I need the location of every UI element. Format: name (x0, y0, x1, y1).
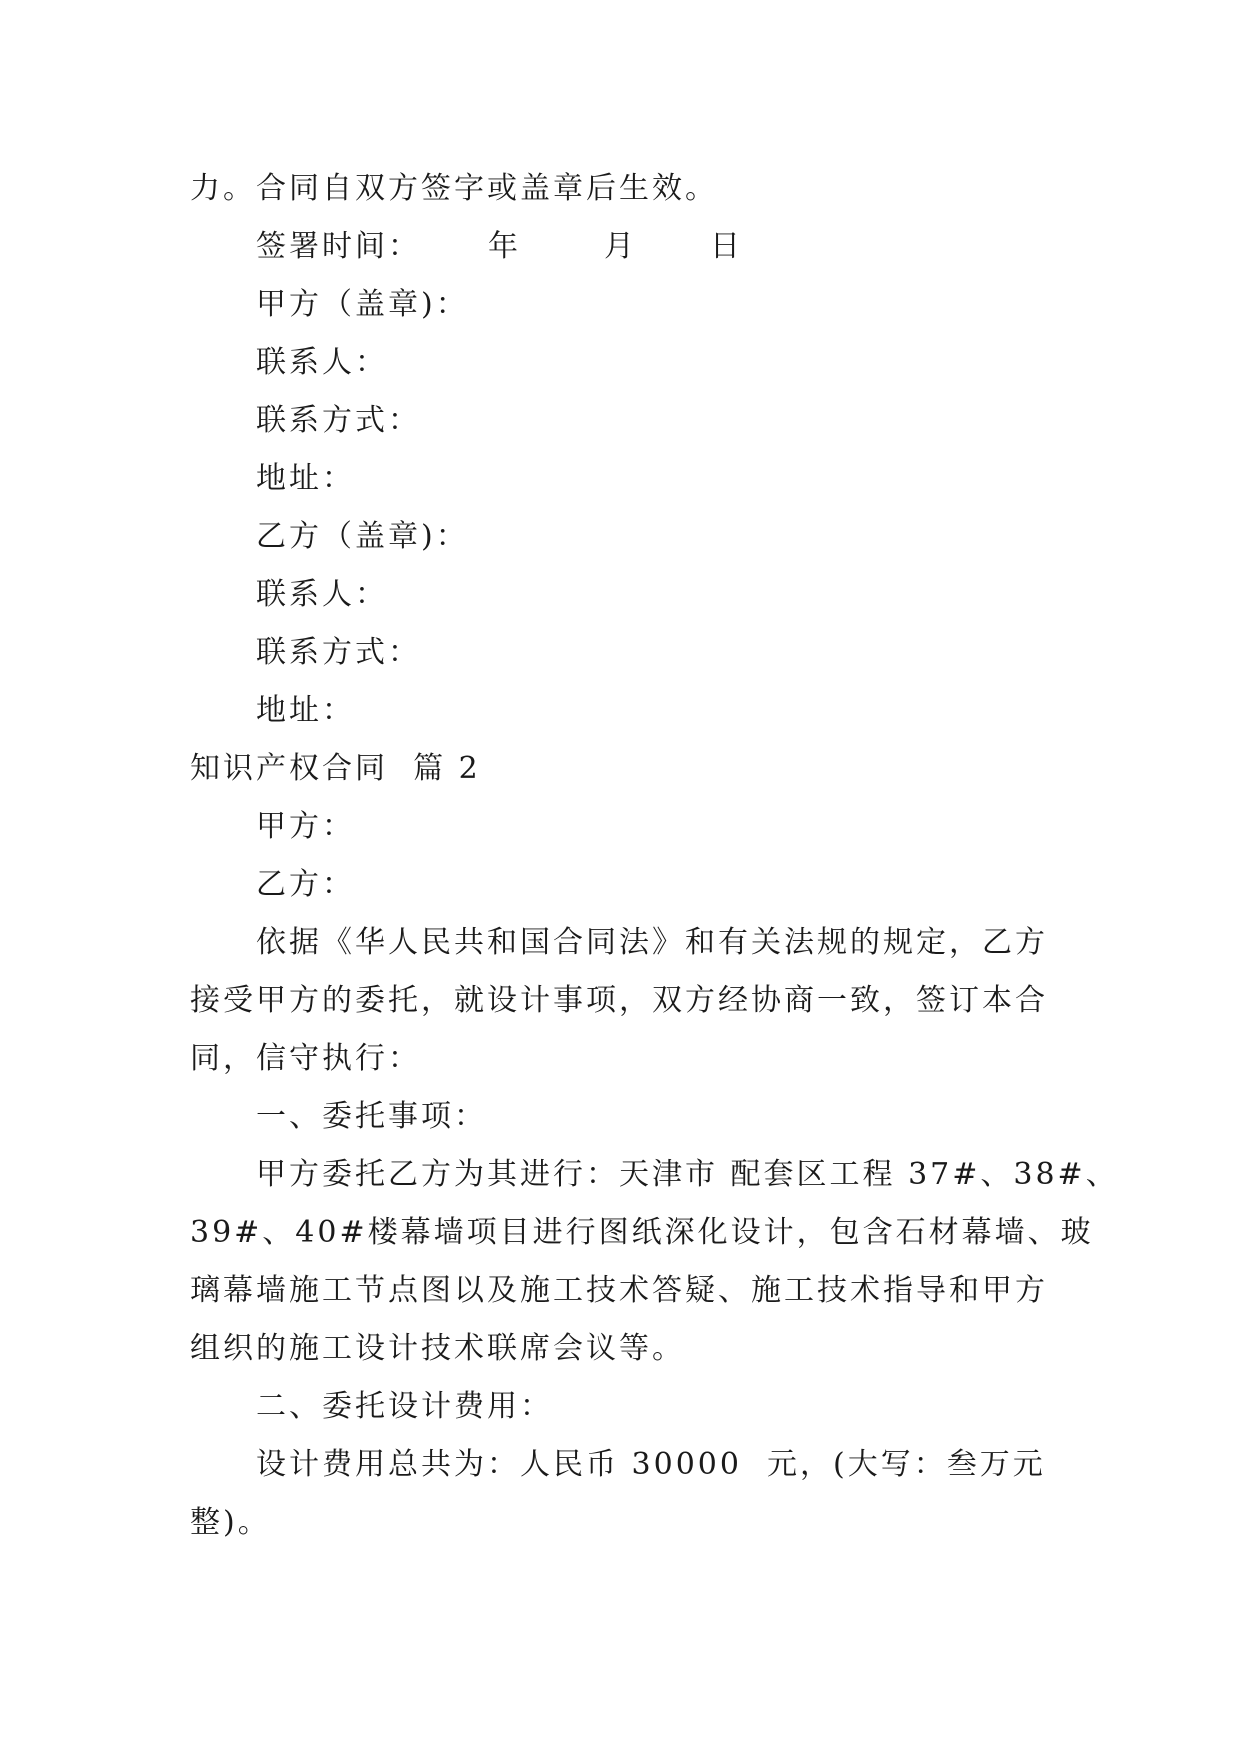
paragraph-3-line-2: 整)。 (190, 1505, 271, 1540)
signing-month-label: 月 (604, 229, 637, 264)
party-b-label: 乙方： (256, 867, 355, 902)
paragraph-2-line-3: 璃幕墙施工节点图以及施工技术答疑、施工技术指导和甲方 (190, 1273, 1048, 1308)
section-heading: 知识产权合同 篇 2 (190, 751, 481, 786)
paragraph-2-line-4: 组织的施工设计技术联席会议等。 (190, 1331, 685, 1366)
party-a-contact-method-label: 联系方式： (256, 403, 421, 438)
party-a-label: 甲方： (256, 809, 355, 844)
signing-day-label: 日 (710, 229, 743, 264)
party-b-contact-method-label: 联系方式： (256, 635, 421, 670)
paragraph-2-line-1: 甲方委托乙方为其进行：天津市 配套区工程 37#、38#、 (256, 1157, 1119, 1192)
item-2-heading: 二、委托设计费用： (256, 1389, 553, 1424)
paragraph-1-line-2: 接受甲方的委托，就设计事项，双方经协商一致，签订本合 (190, 983, 1048, 1018)
party-a-seal-label: 甲方（盖章)： (256, 287, 469, 322)
item-1-heading: 一、委托事项： (256, 1099, 487, 1134)
party-a-contact-label: 联系人： (256, 345, 388, 380)
party-b-address-label: 地址： (256, 693, 355, 728)
party-b-contact-label: 联系人： (256, 577, 388, 612)
signing-year-label: 年 (488, 229, 521, 264)
signing-date-row (190, 218, 1060, 276)
text-line-effective: 力。合同自双方签字或盖章后生效。 (190, 171, 718, 206)
paragraph-3-line-1: 设计费用总共为：人民币 30000 元，(大写：叁万元 (256, 1447, 1046, 1482)
paragraph-1-line-3: 同，信守执行： (190, 1041, 421, 1076)
paragraph-2-line-2: 39#、40#楼幕墙项目进行图纸深化设计，包含石材幕墙、玻 (190, 1215, 1094, 1250)
document-body (190, 160, 1119, 1552)
party-b-seal-label: 乙方（盖章)： (256, 519, 469, 554)
paragraph-1-line-1: 依据《华人民共和国合同法》和有关法规的规定，乙方 (256, 925, 1048, 960)
signing-date-label: 签署时间： (256, 229, 421, 264)
party-a-address-label: 地址： (256, 461, 355, 496)
